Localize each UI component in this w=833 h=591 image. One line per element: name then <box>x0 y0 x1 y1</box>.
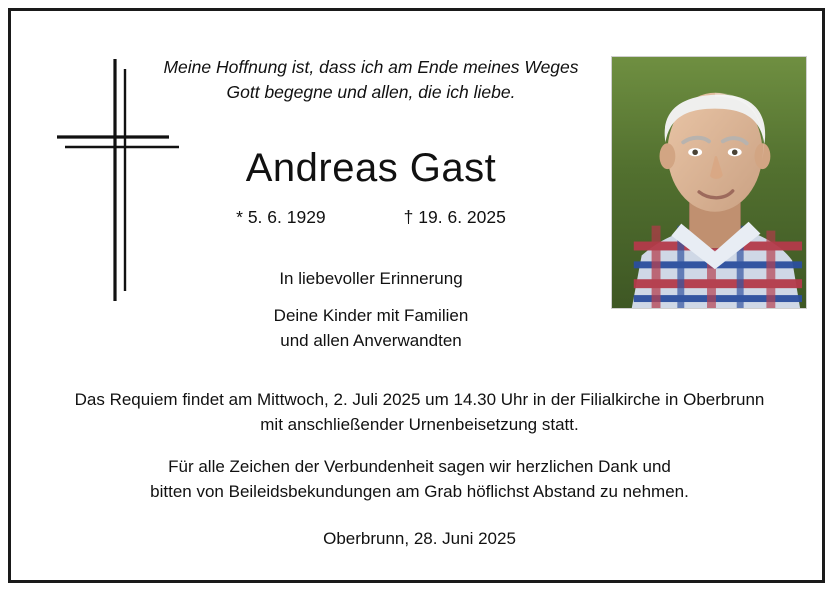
portrait-photo <box>611 56 807 309</box>
requiem-block <box>41 388 798 437</box>
thanks-block <box>41 455 798 504</box>
thanks-line-1: Für alle Zeichen der Verbundenheit sagen wir herzlichen Dank und <box>168 457 671 476</box>
place-and-date: Oberbrunn, 28. Juni 2025 <box>323 529 516 548</box>
deceased-name: Andreas Gast <box>245 146 497 190</box>
death-date: † 19. 6. 2025 <box>403 207 506 227</box>
memory-line: In liebevoller Erinnerung <box>279 269 463 288</box>
family-line-2: und allen Anverwandten <box>280 330 462 350</box>
birth-date: * 5. 6. 1929 <box>236 207 326 227</box>
obituary-card-inner <box>11 11 822 580</box>
life-dates <box>141 207 601 228</box>
motto-line-2: Gott begegne und allen, die ich liebe. <box>226 82 516 103</box>
obituary-card <box>8 8 825 583</box>
motto-text <box>141 55 601 106</box>
family-block <box>141 304 601 353</box>
motto-line-1: Meine Hoffnung ist, dass ich am Ende meines Weges <box>163 57 579 77</box>
requiem-line-1: Das Requiem findet am Mittwoch, 2. Juli 2025 um 14.30 Uhr in der Filialkirche in Oberbrunn <box>74 390 765 409</box>
family-line-1: Deine Kinder mit Familien <box>273 306 469 325</box>
requiem-line-2: mit anschließender Urnenbeisetzung statt. <box>260 414 579 434</box>
thanks-line-2: bitten von Beileidsbekundungen am Grab höflichst Abstand zu nehmen. <box>150 481 689 501</box>
